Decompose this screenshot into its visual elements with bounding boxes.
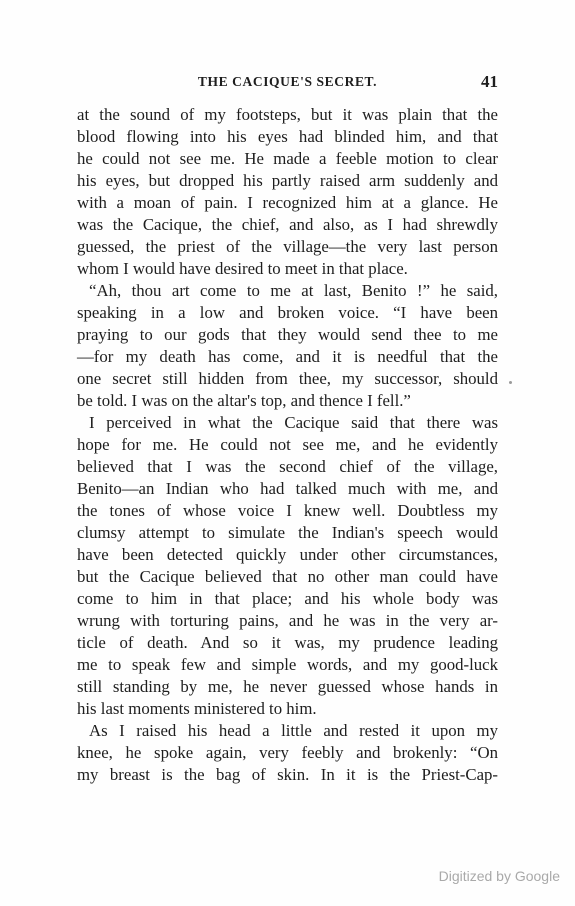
text-line: with a moan of pain. I recognized him at a glance. He <box>77 193 498 212</box>
running-head <box>77 70 498 94</box>
text-line: As I raised his head a little and rested it upon my <box>89 721 498 740</box>
paragraph <box>77 280 498 412</box>
scan-speck <box>509 381 512 384</box>
text-line: his eyes, but dropped his partly raised arm suddenly and <box>77 171 498 190</box>
text-line: believed that I was the second chief of the village, <box>77 457 498 476</box>
text-line: —for my death has come, and it is needful that the <box>77 347 498 366</box>
text-line: at the sound of my footsteps, but it was plain that the <box>77 105 498 124</box>
text-line: my breast is the bag of skin. In it is the Priest-Cap- <box>77 765 498 784</box>
text-line: praying to our gods that they would send thee to me <box>77 325 498 344</box>
text-line: be told. I was on the altar's top, and thence I fell.” <box>77 391 411 410</box>
text-line: the tones of whose voice I knew well. Doubtless my <box>77 501 498 520</box>
text-line: whom I would have desired to meet in that place. <box>77 259 408 278</box>
text-line: hope for me. He could not see me, and he evidently <box>77 435 498 454</box>
text-line: me to speak few and simple words, and my good-luck <box>77 655 498 674</box>
text-line: his last moments ministered to him. <box>77 699 317 718</box>
text-line: “Ah, thou art come to me at last, Benito !” he said, <box>89 281 498 300</box>
text-line: but the Cacique believed that no other man could have <box>77 567 498 586</box>
page-number: 41 <box>481 72 498 91</box>
text-line: clumsy attempt to simulate the Indian's speech would <box>77 523 498 542</box>
text-line: blood flowing into his eyes had blinded him, and that <box>77 127 498 146</box>
text-line: have been detected quickly under other circumstances, <box>77 545 498 564</box>
body-text <box>77 104 498 786</box>
text-line: was the Cacique, the chief, and also, as I had shrewdly <box>77 215 498 234</box>
digitized-watermark: Digitized by Google <box>438 868 560 884</box>
paragraph <box>77 412 498 720</box>
text-line: Benito—an Indian who had talked much with me, and <box>77 479 498 498</box>
text-line: one secret still hidden from thee, my successor, should <box>77 369 498 388</box>
text-line: knee, he spoke again, very feebly and brokenly: “On <box>77 743 498 762</box>
text-line: wrung with torturing pains, and he was in the very ar- <box>77 611 498 630</box>
text-line: speaking in a low and broken voice. “I have been <box>77 303 498 322</box>
text-line: he could not see me. He made a feeble motion to clear <box>77 149 498 168</box>
text-line: I perceived in what the Cacique said that there was <box>89 413 498 432</box>
text-line: ticle of death. And so it was, my prudence leading <box>77 633 498 652</box>
paragraph <box>77 104 498 280</box>
text-line: still standing by me, he never guessed whose hands in <box>77 677 498 696</box>
text-line: come to him in that place; and his whole body was <box>77 589 498 608</box>
running-title: THE CACIQUE'S SECRET. <box>197 74 378 89</box>
paragraph <box>77 720 498 786</box>
text-line: guessed, the priest of the village—the very last person <box>77 237 498 256</box>
